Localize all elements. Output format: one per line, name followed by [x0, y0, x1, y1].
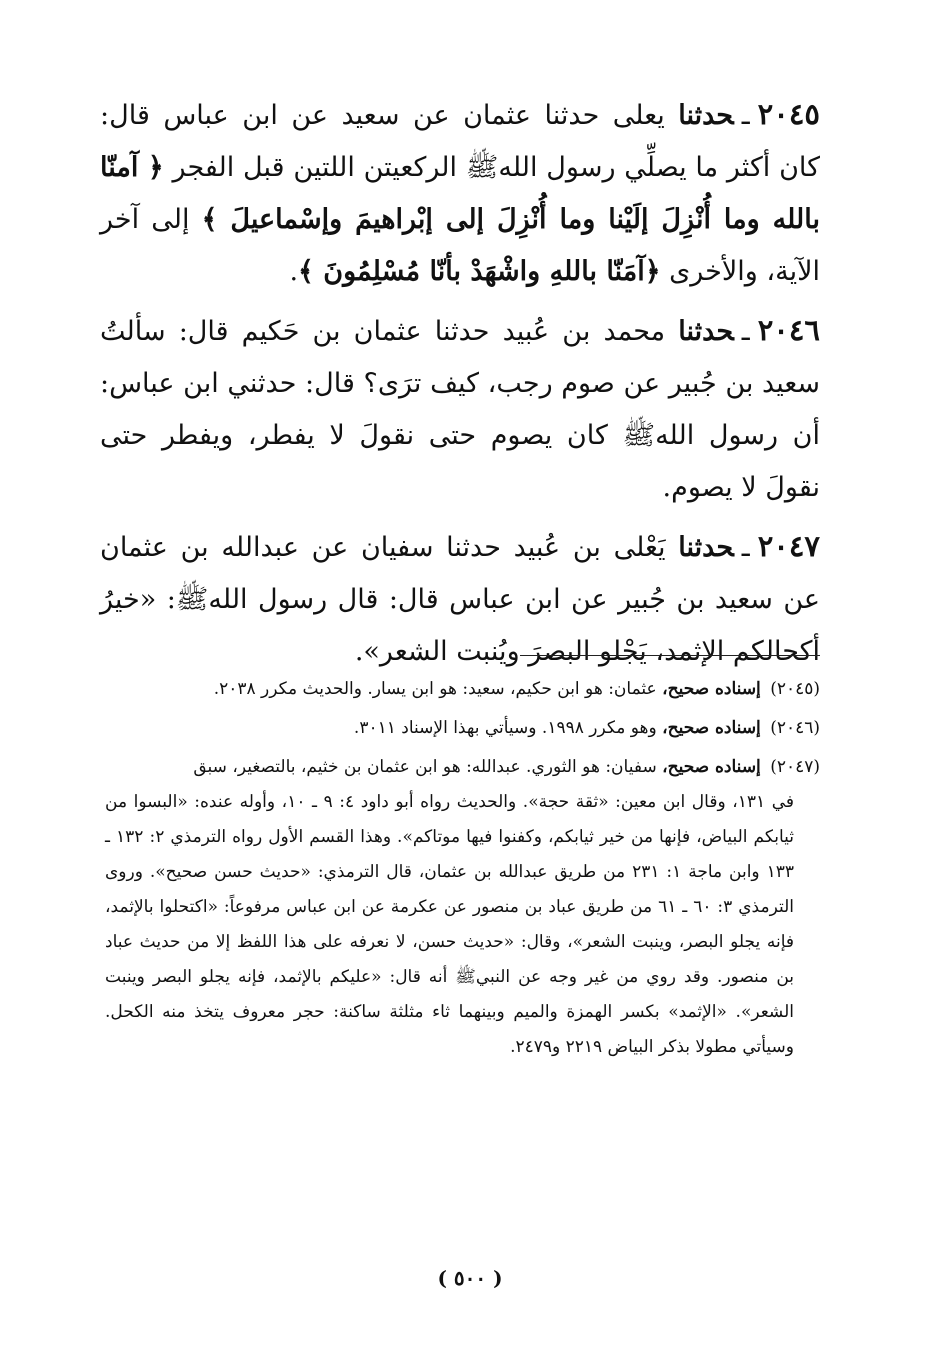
quran-verse: ﴿آمَنّا باللهِ واشْهَدْ بأنّا مُسْلِمُونَ ﴾	[298, 256, 661, 287]
footnote-number: (٢٠٤٧)	[770, 757, 820, 777]
hadith-text: محمد بن عُبيد حدثنا عثمان بن حَكيم قال: سألتُ سعيد بن جُبير عن صوم رجب، كيف ترَى؟ قال: حدثني ابن عباس: أن رسول اللهﷺ كان يصوم حتى نقولَ لا يفطر، ويفطر حتى نقولَ لا يصوم.	[100, 316, 820, 503]
dash: ـ	[741, 100, 750, 131]
footnote-lead: إسناده صحيح،	[662, 718, 761, 738]
hadith-lead: حدثنا	[678, 316, 734, 347]
main-text	[100, 88, 820, 684]
footnote-text: عثمان: هو ابن حكيم، سعيد: هو ابن يسار. والحديث مكرر ٢٠٣٨.	[213, 679, 657, 699]
page-number: ( ٥٠٠ )	[437, 1266, 503, 1290]
hadith-lead: حدثنا	[678, 100, 734, 131]
hadith-2045	[100, 88, 820, 298]
hadith-lead: حدثنا	[678, 532, 734, 563]
footnote-continuation: في ١٣١، وقال ابن معين: «ثقة حجة». والحديث رواه أبو داود ٤: ٩ ـ ١٠، وأوله عنده: «البسوا من ثيابكم البياض، فإنها من خير ثيابكم، وكفنوا فيها موتاكم». وهذا القسم الأول رواه الترمذي ٢: ١٣٢ ـ ١٣٣ وابن ماجة ١: ٢٣١ من طريق عبدالله بن عثمان، قال الترمذي: «حديث حسن صحيح». وروى الترمذي ٣: ٦٠ ـ ٦١ من طريق عباد بن منصور عن عكرمة عن ابن عباس مرفوعاً: «اكتحلوا بالإثمد، فإنه يجلو البصر، وينبت الشعر»، وقال: «حديث حسن، لا نعرفه على هذا اللفظ إلا من حديث عباد بن منصور. وقد روي من غير وجه عن النبيﷺ أنه قال: «عليكم بالإثمد، فإنه يجلو البصر وينبت الشعر». «الإثمد» بكسر الهمزة والميم وبينهما ثاء مثلثة ساكنة: حجر معروف يتخذ منه الكحل. وسيأتي مطولا بذكر البياض ٢٢١٩ و٢٤٧٩.	[105, 792, 795, 1057]
hadith-text: .	[289, 256, 299, 287]
footnote-text: سفيان: هو الثوري. عبدالله: هو ابن عثمان بن خثيم، بالتصغير، سبق	[193, 757, 657, 777]
footnote-divider	[520, 655, 820, 656]
quran-verse: ﴿ آمنّا بالله وما أُنْزِلَ إلَيْنا وما أُنْزِلَ إلى إبْراهيمَ وإسْماعيلَ ﴾	[100, 152, 821, 235]
footnote-lead: إسناده صحيح،	[662, 679, 761, 699]
hadith-text: إلى آخر الآية، والأخرى	[100, 204, 820, 287]
footnote-2046	[105, 711, 820, 746]
dash: ـ	[741, 532, 750, 563]
hadith-number: ٢٠٤٥	[757, 97, 820, 131]
footnote-number: (٢٠٤٥)	[770, 679, 820, 699]
footnote-2047	[105, 750, 820, 1065]
hadith-number: ٢٠٤٧	[757, 529, 820, 563]
hadith-2046	[100, 304, 820, 514]
footnotes	[105, 672, 820, 1069]
footnote-2045	[105, 672, 820, 707]
footnote-number: (٢٠٤٦)	[770, 718, 820, 738]
footnote-text: وهو مكرر ١٩٩٨. وسيأتي بهذا الإسناد ٣٠١١.	[353, 718, 657, 738]
hadith-number: ٢٠٤٦	[757, 313, 820, 347]
hadith-text: يَعْلى بن عُبيد حدثنا سفيان عن عبدالله بن عثمان عن سعيد بن جُبير عن ابن عباس قال: قال رسول اللهﷺ: «خيرُ أكحالكم الإثمد، يَجْلو البصرَ ويُنبت الشعر».	[100, 532, 820, 667]
footnote-lead: إسناده صحيح،	[662, 757, 761, 777]
hadith-text: يعلى حدثنا عثمان عن سعيد عن ابن عباس قال: كان أكثر ما يصلِّي رسول اللهﷺ الركعيتن اللتين قبل الفجر	[100, 100, 820, 183]
dash: ـ	[741, 316, 750, 347]
